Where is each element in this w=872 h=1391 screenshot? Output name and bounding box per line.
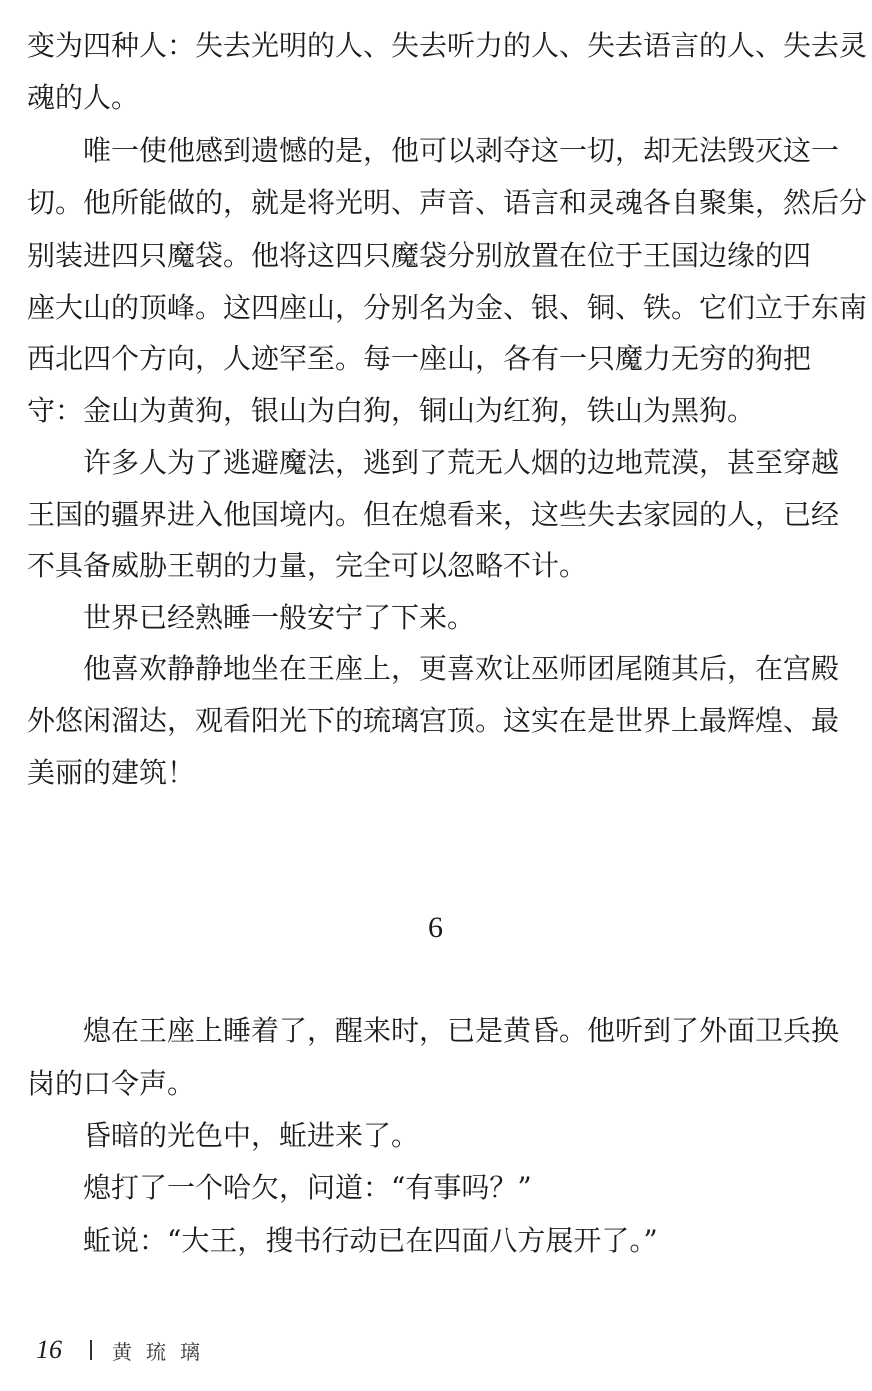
- paragraph-line: 别装进四只魔袋。他将这四只魔袋分别放置在位于王国边缘的四: [27, 239, 812, 272]
- footer-divider: [90, 1340, 92, 1360]
- paragraph-line: 守：金山为黄狗，银山为白狗，铜山为红狗，铁山为黑狗。: [27, 394, 756, 427]
- book-title: 黄琉璃: [112, 1339, 214, 1364]
- paragraph-line: 唯一使他感到遗憾的是，他可以剥夺这一切，却无法毁灭这一: [83, 134, 840, 167]
- paragraph-line: 座大山的顶峰。这四座山，分别名为金、银、铜、铁。它们立于东南: [27, 291, 868, 324]
- paragraph-line: 外悠闲溜达，观看阳光下的琉璃宫顶。这实在是世界上最辉煌、最: [27, 704, 840, 737]
- chapter-number: 6: [428, 911, 443, 944]
- page-footer: [36, 1330, 214, 1370]
- paragraph-line: 切。他所能做的，就是将光明、声音、语言和灵魂各自聚集，然后分: [27, 186, 868, 219]
- paragraph-line: 昏暗的光色中，蚯进来了。: [83, 1119, 420, 1152]
- paragraph-line: 蚯说：“大王，搜书行动已在四面八方展开了。”: [83, 1224, 658, 1257]
- paragraph-line: 不具备威胁王朝的力量，完全可以忽略不计。: [27, 549, 588, 582]
- paragraph-line: 许多人为了逃避魔法，逃到了荒无人烟的边地荒漠，甚至穿越: [83, 446, 840, 479]
- paragraph-line: 世界已经熟睡一般安宁了下来。: [83, 601, 476, 634]
- paragraph-line: 西北四个方向，人迹罕至。每一座山，各有一只魔力无穷的狗把: [27, 342, 812, 375]
- paragraph-line: 变为四种人：失去光明的人、失去听力的人、失去语言的人、失去灵: [27, 29, 868, 62]
- paragraph-line: 岗的口令声。: [27, 1067, 196, 1100]
- paragraph-line: 王国的疆界进入他国境内。但在熄看来，这些失去家园的人，已经: [27, 498, 840, 531]
- page-number: 16: [36, 1335, 62, 1364]
- paragraph-line: 魂的人。: [27, 81, 140, 114]
- paragraph-line: 美丽的建筑！: [27, 756, 196, 789]
- paragraph-line: 熄打了一个哈欠，问道：“有事吗？”: [83, 1171, 532, 1204]
- paragraph-line: 他喜欢静静地坐在王座上，更喜欢让巫师团尾随其后，在宫殿: [83, 652, 840, 685]
- paragraph-line: 熄在王座上睡着了，醒来时，已是黄昏。他听到了外面卫兵换: [83, 1014, 840, 1047]
